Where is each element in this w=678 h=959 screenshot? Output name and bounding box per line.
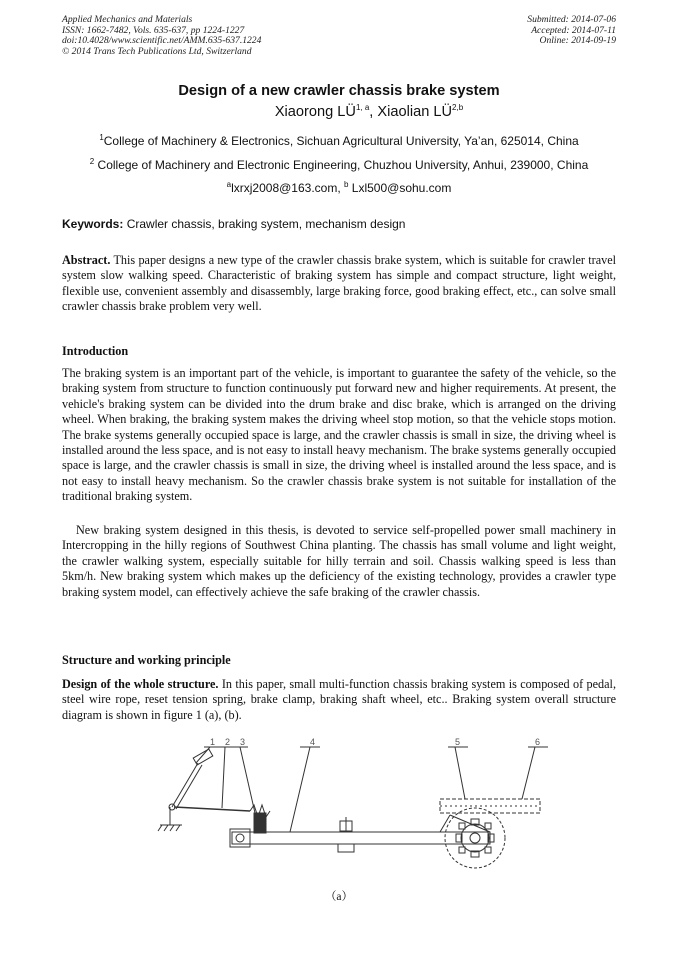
email-b: Lxl500@sohu.com [348, 181, 452, 195]
email-a: lxrxj2008@163.com, [231, 181, 344, 195]
introduction-paragraph-1: The braking system is an important part of the vehicle, is important to guarantee the safety of the vehicle, so the braking system from structure to function continuously put forward new and higher requirements. At present, the vehicle's braking system can be divided into the drum brake and disc brake, which is arranged on the driving wheel. When braking, the braking system makes the driving wheel stop motion, so that the vehicle stops motion. The brake systems generally occupied space is large, and the crawler chassis is small in size, the driving wheel is installed around the less space, and is not easy to install heavy mechanism. The brake systems generally occupied space is large, and the crawler chassis is small in size, the driving wheel is installed around the less space, and is not easy to install heavy mechanism. So the crawler chassis brake system is not suitable for installation of the traditional braking system. [62, 366, 616, 504]
author-1-sup: 1, a [355, 103, 370, 113]
affiliation-2-sup: 2 [89, 157, 95, 166]
journal-name: Applied Mechanics and Materials [62, 14, 193, 25]
issn-line: ISSN: 1662-7482, Vols. 635-637, pp 1224-1227 [62, 24, 245, 36]
callout-5: 5 [455, 737, 461, 747]
callout-4: 4 [310, 737, 316, 747]
affiliation-2-text: College of Machinery and Electronic Engineering, Chuzhou University, Anhui, 239000, China [94, 158, 589, 172]
structure-text: In this paper, small multi-function chassis braking system is composed of pedal, steel wire rope, reset tension spring, brake clamp, braking shaft wheel, etc.. Braking system overall structure diagram is shown in figure 1 (a), (b). [62, 677, 616, 722]
submitted-date: Submitted: 2014-07-06 [527, 14, 616, 25]
author-separator: , [369, 104, 378, 120]
structure-paragraph [62, 677, 616, 723]
email-b-sup: b [344, 180, 349, 189]
keywords [62, 217, 616, 231]
accepted-date: Accepted: 2014-07-11 [531, 24, 616, 36]
author-2-sup: 2,b [452, 103, 464, 113]
brake-clamp [254, 813, 266, 833]
email-a-sup: a [226, 180, 232, 189]
keywords-label: Keywords: [62, 217, 124, 231]
journal-header [62, 15, 261, 57]
affiliation-1-text: College of Machinery & Electronics, Sichuan Agricultural University, Ya’an, 625014, China [103, 134, 579, 148]
online-date: Online: 2014-09-19 [539, 35, 616, 46]
paper-title: Design of a new crawler chassis brake system [178, 83, 500, 99]
copyright-line: © 2014 Trans Tech Publications Ltd, Switzerland [62, 45, 252, 57]
doi-line: doi:10.4028/www.scientific.net/AMM.635-637.1224 [62, 35, 262, 46]
driving-wheel [445, 808, 505, 868]
author-line [0, 104, 678, 120]
frame-bar [232, 832, 490, 844]
introduction-paragraph-2: New braking system designed in this thesis, is devoted to service self-propelled power small machinery in Intercropping in the hilly regions of Southwest China planting. The chassis has small volume and light weight, the crawler walking system, especially suitable for hilly terrain and soil. Chassis walking speed is less than 5km/h. New braking system which makes up the deficiency of the existing technology, provides a crawler type braking system model, can effectively achieve the safe braking of the crawler chassis. [62, 523, 616, 599]
dates-header [527, 15, 616, 47]
wire-rope [174, 807, 250, 811]
affiliation-2 [62, 158, 616, 172]
affiliation-1-sup: 1 [99, 133, 104, 142]
author-1: Xiaorong LÜ [274, 104, 356, 120]
callout-1: 1 [210, 737, 216, 747]
callout-2: 2 [225, 737, 231, 747]
figure-caption: （a） [324, 891, 354, 903]
brake-system-diagram [150, 735, 560, 870]
keywords-text: Crawler chassis, braking system, mechanism design [123, 217, 406, 231]
abstract-text: This paper designs a new type of the crawler chassis brake system, which is suitable for crawler travel system slow walking speed. Characteristic of braking system has simple and compact structure, light weight, flexible use, convenient assembly and disassembly, large braking force, good braking effect, etc., can solve small crawler chassis brake problem very well. [62, 253, 616, 314]
introduction-heading: Introduction [62, 344, 129, 358]
structure-label: Design of the whole structure. [62, 677, 219, 691]
structure-heading: Structure and working principle [62, 653, 231, 667]
affiliation-1 [62, 134, 616, 148]
abstract [62, 253, 616, 315]
callout-6: 6 [535, 737, 541, 747]
abstract-label: Abstract. [62, 253, 111, 267]
callout-3: 3 [240, 737, 246, 747]
pedal-arm [172, 763, 198, 807]
author-2: Xiaolian LÜ [377, 104, 453, 120]
emails [62, 181, 616, 195]
